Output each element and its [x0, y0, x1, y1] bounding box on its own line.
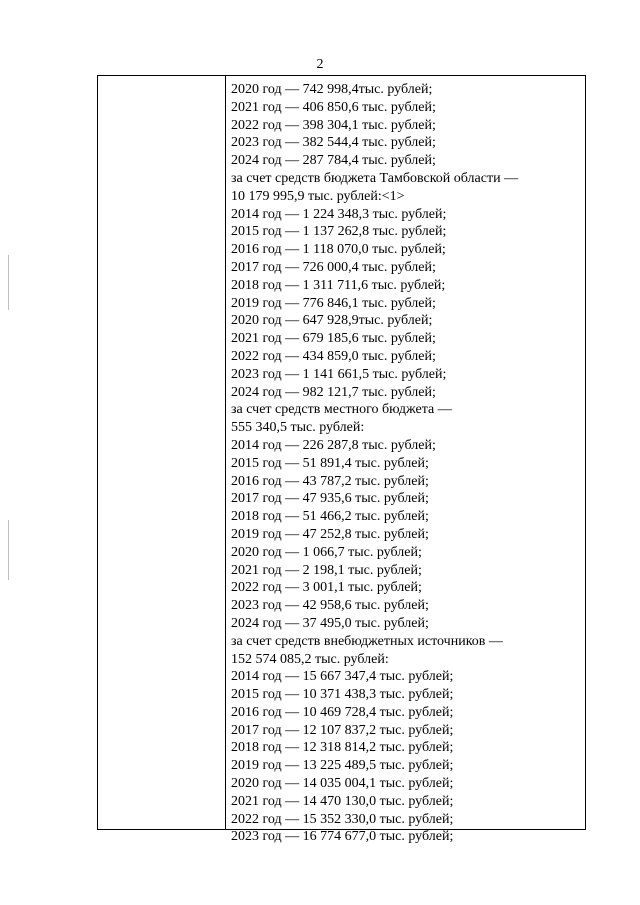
funding-line: 10 179 995,9 тыс. рублей:<1> [231, 188, 405, 204]
funding-line: 2020 год — 647 928,9тыс. рублей; [231, 313, 433, 329]
funding-line: 2017 год — 12 107 837,2 тыс. рублей; [231, 722, 454, 738]
funding-line: 2022 год — 434 859,0 тыс. рублей; [231, 348, 436, 364]
table-left-column [98, 76, 226, 829]
funding-line: 2016 год — 43 787,2 тыс. рублей; [231, 473, 429, 489]
funding-line: 2022 год — 398 304,1 тыс. рублей; [231, 117, 436, 133]
funding-line: 2021 год — 2 198,1 тыс. рублей; [231, 562, 422, 578]
funding-line: 2019 год — 13 225 489,5 тыс. рублей; [231, 758, 454, 774]
funding-line: 2021 год — 14 470 130,0 тыс. рублей; [231, 793, 454, 809]
funding-line: 2024 год — 37 495,0 тыс. рублей; [231, 615, 429, 631]
page-number: 2 [316, 57, 324, 72]
funding-line: 2016 год — 1 118 070,0 тыс. рублей; [231, 242, 446, 258]
funding-line: за счет средств местного бюджета — [231, 402, 452, 418]
funding-line: 2015 год — 10 371 438,3 тыс. рублей; [231, 687, 454, 703]
funding-line: 2014 год — 1 224 348,3 тыс. рублей; [231, 206, 447, 222]
funding-line: 152 574 085,2 тыс. рублей: [231, 651, 389, 667]
funding-line: 2022 год — 3 001,1 тыс. рублей; [231, 580, 422, 596]
funding-line: 2017 год — 726 000,4 тыс. рублей; [231, 259, 436, 275]
funding-line: за счет средств бюджета Тамбовской области — [231, 170, 519, 186]
scan-edge-mark-bottom [8, 520, 9, 580]
funding-line: 2019 год — 47 252,8 тыс. рублей; [231, 526, 429, 542]
funding-line: 2014 год — 15 667 347,4 тыс. рублей; [231, 669, 454, 685]
funding-line: 2023 год — 42 958,6 тыс. рублей; [231, 598, 429, 614]
funding-line: 2018 год — 51 466,2 тыс. рублей; [231, 509, 429, 525]
funding-line: 2021 год — 679 185,6 тыс. рублей; [231, 331, 436, 347]
scan-edge-mark-top [8, 255, 9, 310]
funding-line: 2021 год — 406 850,6 тыс. рублей; [231, 99, 436, 115]
table-right-column [231, 81, 581, 846]
funding-line: 2014 год — 226 287,8 тыс. рублей; [231, 437, 436, 453]
funding-line: 2017 год — 47 935,6 тыс. рублей; [231, 491, 429, 507]
funding-line: 2018 год — 12 318 814,2 тыс. рублей; [231, 740, 454, 756]
funding-line: 2015 год — 1 137 262,8 тыс. рублей; [231, 224, 447, 240]
budget-table [97, 75, 586, 845]
funding-line: 2023 год — 1 141 661,5 тыс. рублей; [231, 366, 447, 382]
funding-line: 555 340,5 тыс. рублей: [231, 420, 365, 436]
funding-line: 2020 год — 742 998,4тыс. рублей; [231, 82, 433, 97]
funding-line: 2022 год — 15 352 330,0 тыс. рублей; [231, 811, 454, 827]
funding-line: 2018 год — 1 311 711,6 тыс. рублей; [231, 277, 446, 293]
funding-line: 2016 год — 10 469 728,4 тыс. рублей; [231, 704, 454, 720]
funding-line: 2023 год — 16 774 677,0 тыс. рублей; [231, 829, 454, 845]
funding-line: 2020 год — 14 035 004,1 тыс. рублей; [231, 776, 454, 792]
funding-line: 2024 год — 982 121,7 тыс. рублей; [231, 384, 436, 400]
funding-line: 2015 год — 51 891,4 тыс. рублей; [231, 455, 429, 471]
funding-line: 2020 год — 1 066,7 тыс. рублей; [231, 544, 422, 560]
funding-line: 2019 год — 776 846,1 тыс. рублей; [231, 295, 436, 311]
funding-line: 2024 год — 287 784,4 тыс. рублей; [231, 153, 436, 169]
funding-line: за счет средств внебюджетных источников — [231, 633, 503, 649]
funding-line: 2023 год — 382 544,4 тыс. рублей; [231, 135, 436, 151]
